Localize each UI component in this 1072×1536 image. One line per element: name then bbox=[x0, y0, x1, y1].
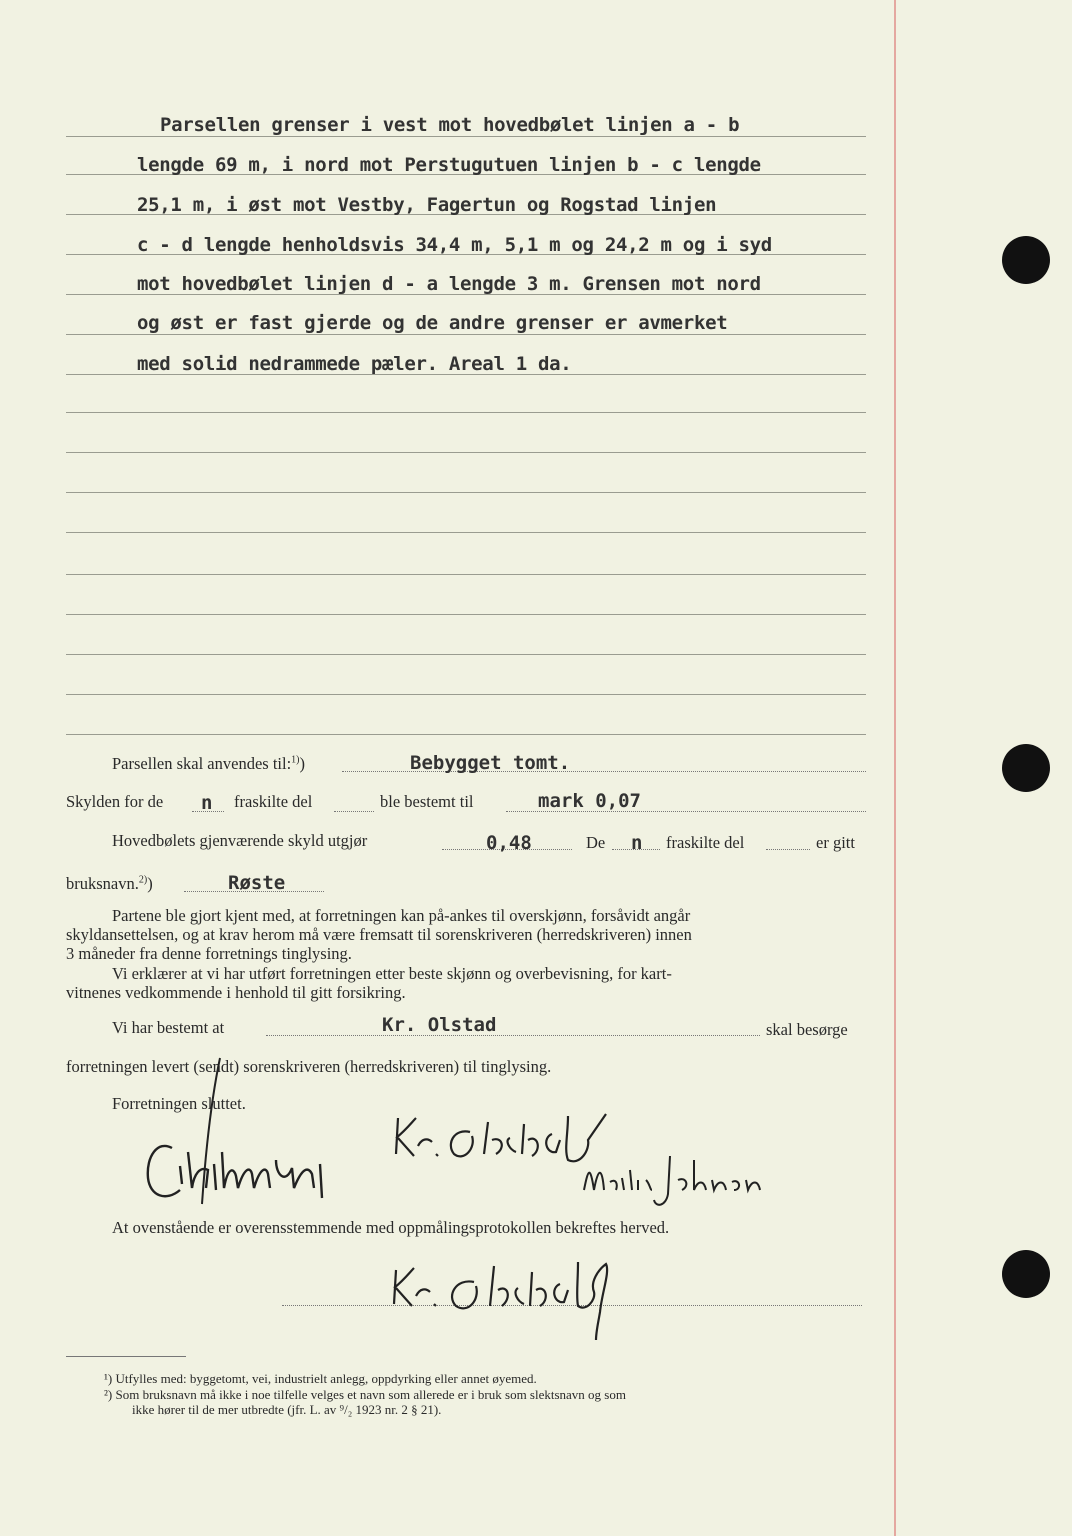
footnote-rule bbox=[66, 1356, 186, 1357]
hoved-dotline-2 bbox=[612, 848, 660, 850]
bestemt-value: Kr. Olstad bbox=[382, 1014, 497, 1036]
punch-hole-middle bbox=[1002, 744, 1050, 792]
ruled-line bbox=[66, 574, 866, 575]
signature-martin-johnsen bbox=[576, 1150, 766, 1210]
typed-line: c - d lengde henholdsvis 34,4 m, 5,1 m og 24,2 m og i syd bbox=[137, 234, 772, 256]
typed-line: Parsellen grenser i vest mot hovedbølet linjen a - b bbox=[160, 114, 740, 136]
margin-rule bbox=[894, 0, 896, 1536]
ruled-line bbox=[66, 136, 866, 137]
bruk-label: bruksnavn.$^{2)}$) bbox=[66, 874, 153, 893]
paragraph-line: 3 måneder fra denne forretnings tinglysing. bbox=[66, 944, 352, 963]
typed-line: og øst er fast gjerde og de andre grenser er avmerket bbox=[137, 312, 728, 334]
hoved-label-b: De bbox=[586, 833, 606, 852]
hoved-dotline-3 bbox=[766, 848, 810, 850]
ruled-line bbox=[66, 532, 866, 533]
typed-line: med solid nedrammede pæler. Areal 1 da. bbox=[137, 353, 572, 375]
levert-text: forretningen levert (sendt) sorenskriveren (herredskriveren) til tinglysing. bbox=[66, 1057, 552, 1076]
bruk-value: Røste bbox=[228, 872, 286, 894]
typed-line: mot hovedbølet linjen d - a lengde 3 m. Grensen mot nord bbox=[137, 273, 761, 295]
signature-christiansen bbox=[136, 1056, 356, 1206]
footnote-1: ¹) Utfylles med: byggetomt, vei, industrielt anlegg, oppdyrking eller annet øyemed. bbox=[104, 1371, 537, 1386]
footnote-ref: 1) bbox=[291, 754, 300, 766]
typed-line: lengde 69 m, i nord mot Perstugutuen linjen b - c lengde bbox=[137, 154, 761, 176]
use-value: Bebygget tomt. bbox=[410, 752, 571, 774]
skyld-dotline-2 bbox=[334, 810, 374, 812]
bestemt-dotline bbox=[266, 1034, 760, 1036]
ruled-line bbox=[66, 452, 866, 453]
skyld-n: n bbox=[201, 792, 213, 814]
punch-hole-top bbox=[1002, 236, 1050, 284]
hoved-label-a: Hovedbølets gjenværende skyld utgjør bbox=[112, 831, 368, 850]
hoved-value: 0,48 bbox=[486, 832, 532, 854]
bestemt-label-b: skal besørge bbox=[766, 1020, 848, 1039]
ruled-line bbox=[66, 492, 866, 493]
use-label: Parsellen skal anvendes til:$^{1)}$) bbox=[112, 754, 306, 773]
skyld-dotline-1 bbox=[192, 810, 224, 812]
signature-kr-olstad-2 bbox=[390, 1252, 650, 1342]
skyld-value: mark 0,07 bbox=[538, 790, 641, 812]
typed-line: 25,1 m, i øst mot Vestby, Fagertun og Rogstad linjen bbox=[137, 194, 717, 216]
skyld-label-b: fraskilte del bbox=[234, 792, 313, 811]
footnote-2-cont: ikke hører til de mer utbredte (jfr. L. av ⁹/₂ 1923 nr. 2 § 21). bbox=[132, 1402, 442, 1417]
attest-text: At ovenstående er overensstemmende med oppmålingsprotokollen bekreftes herved. bbox=[112, 1218, 670, 1237]
appeal-paragraph bbox=[66, 906, 866, 963]
footnote-ref: 2) bbox=[138, 874, 148, 886]
hoved-label-d: er gitt bbox=[816, 833, 855, 852]
punch-hole-bottom bbox=[1002, 1250, 1050, 1298]
paragraph-line: Partene ble gjort kjent med, at forretningen kan på-ankes til overskjønn, forsåvidt angår bbox=[112, 906, 691, 925]
ruled-line bbox=[66, 694, 866, 695]
bruk-label-text: bruksnavn. bbox=[66, 874, 139, 893]
ruled-line bbox=[66, 614, 866, 615]
ruled-line bbox=[66, 654, 866, 655]
hoved-label-c: fraskilte del bbox=[666, 833, 745, 852]
skyld-label-c: ble bestemt til bbox=[380, 792, 474, 811]
ruled-line bbox=[66, 734, 866, 735]
skyld-label-a: Skylden for de bbox=[66, 792, 164, 811]
paragraph-line: vitnenes vedkommende i henhold til gitt forsikring. bbox=[66, 983, 406, 1002]
paragraph-line: Vi erklærer at vi har utført forretningen etter beste skjønn og overbevisning, for kart- bbox=[112, 964, 672, 983]
bestemt-label-a: Vi har bestemt at bbox=[112, 1018, 225, 1037]
ruled-line bbox=[66, 334, 866, 335]
sluttet-text: Forretningen sluttet. bbox=[112, 1094, 246, 1113]
ruled-line bbox=[66, 412, 866, 413]
hoved-n: n bbox=[631, 832, 643, 854]
use-label-text: Parsellen skal anvendes til: bbox=[112, 754, 292, 773]
footnote-2: ²) Som bruksnavn må ikke i noe tilfelle velges et navn som allerede er i bruk som slektsnavn og som bbox=[104, 1387, 626, 1402]
paragraph-line: skyldansettelsen, og at krav herom må være fremsatt til sorenskriveren (herredskriveren) innen bbox=[66, 925, 692, 944]
declaration-paragraph bbox=[66, 964, 866, 1002]
